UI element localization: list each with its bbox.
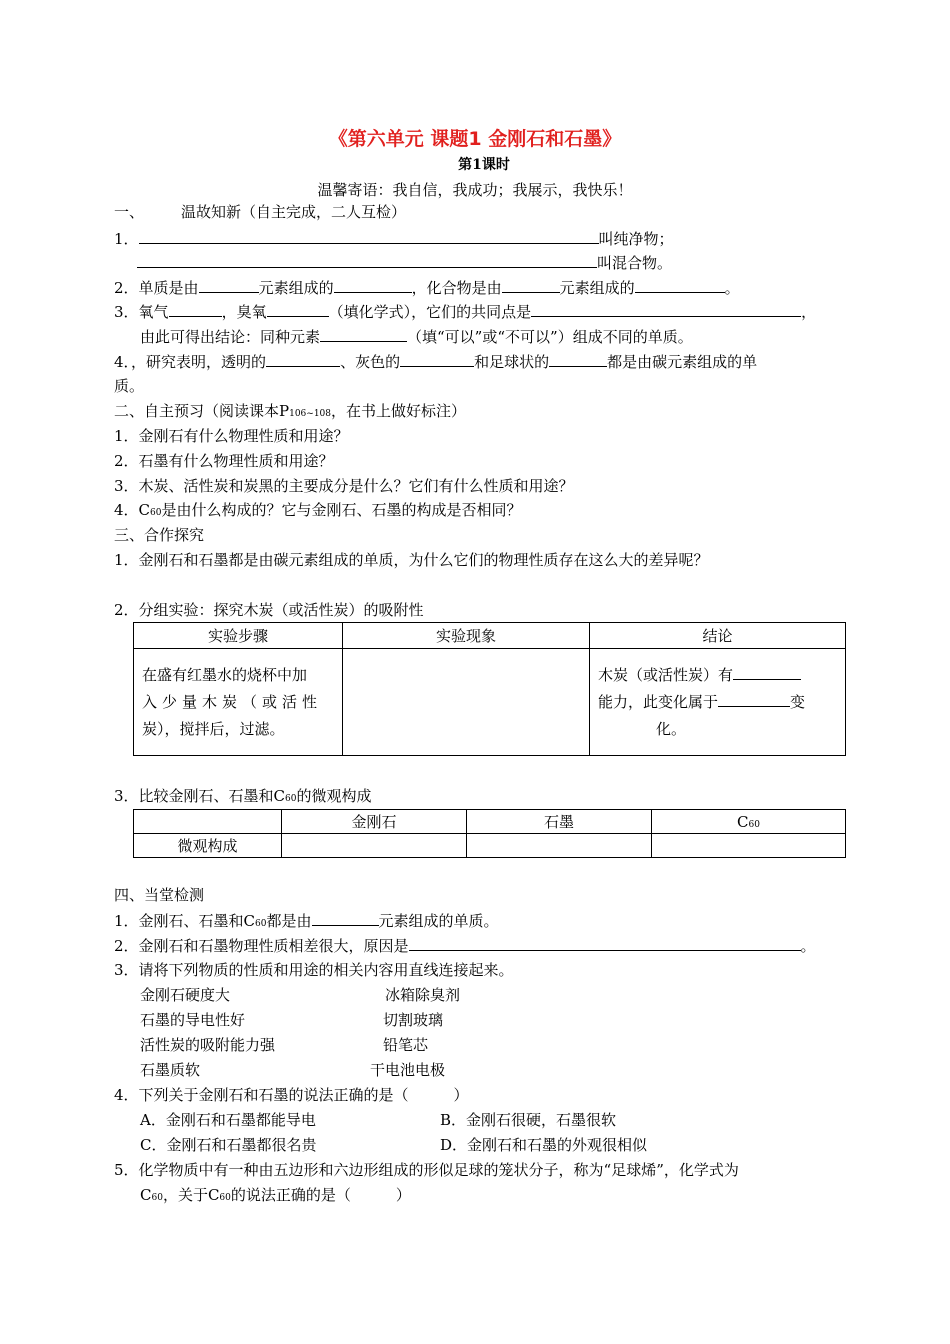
blank[interactable] [199,277,259,293]
header-phenomena: 实验现象 [343,623,590,649]
s4-question-2: 2．金刚石和石墨物理性质相差很大，原因是 。 [114,937,816,955]
header-diamond: 金刚石 [282,810,467,834]
header-steps: 实验步骤 [134,623,343,649]
s2-question-1: 1．金刚石有什么物理性质和用途？ [114,427,349,445]
option-a[interactable]: A．金刚石和石墨都能导电 [140,1111,316,1129]
blank[interactable] [266,351,340,367]
lesson-period: 第1课时 [458,157,510,173]
s1-question-4: 4．，研究表明，透明的 、灰色的 和足球状的 都是由碳元素组成的单 [114,353,758,371]
use-item[interactable]: 干电池电极 [370,1061,446,1079]
blank[interactable] [169,301,222,317]
s3-question-1: 1．金刚石和石墨都是由碳元素组成的单质，为什么它们的物理性质存在这么大的差异呢？ [114,551,709,569]
s1-question-3: 3．氧气 ，臭氧 （填化学式），它们的共同点是 ， [114,303,817,321]
property-item[interactable]: 金刚石硬度大 [140,986,231,1004]
motto: 温馨寄语：我自信，我成功；我展示，我快乐！ [317,181,633,199]
use-item[interactable]: 冰箱除臭剂 [385,986,461,1004]
blank[interactable] [312,910,379,926]
blank[interactable] [549,351,607,367]
blank[interactable] [137,252,597,268]
s4-question-3: 3．请将下列物质的性质和用途的相关内容用直线连接起来。 [114,961,514,979]
s3-question-2: 2．分组实验：探究木炭（或活性炭）的吸附性 [114,601,424,619]
property-item[interactable]: 石墨的导电性好 [140,1011,246,1029]
s2-question-3: 3．木炭、活性炭和炭黑的主要成分是什么？它们有什么性质和用途？ [114,477,574,495]
property-item[interactable]: 石墨质软 [140,1061,201,1079]
experiment-table [133,622,846,756]
section1-heading: 一、 温故知新（自主完成，二人互检） [114,203,407,221]
blank[interactable] [718,691,790,707]
blank[interactable] [635,277,725,293]
graphite-cell[interactable] [467,834,652,858]
section3-heading: 三、合作探究 [114,526,205,544]
blank[interactable] [139,228,599,244]
s1-question-3b: 由此可得出结论：同种元素 （填“可以”或“不可以”）组成不同的单质。 [140,328,693,346]
option-b[interactable]: B．金刚石很硬，石墨很软 [440,1111,617,1129]
blank[interactable] [320,326,407,342]
s1-question-1: 1． 叫纯净物； [114,230,674,248]
header-graphite: 石墨 [467,810,652,834]
row-label: 微观构成 [134,834,282,858]
blank[interactable] [502,277,560,293]
use-item[interactable]: 切割玻璃 [383,1011,444,1029]
structure-table [133,809,846,858]
blank[interactable] [733,664,801,680]
property-item[interactable]: 活性炭的吸附能力强 [140,1036,276,1054]
header-c60: C60 [652,810,846,834]
s1-question-2: 2．单质是由 元素组成的 ，化合物是由 元素组成的 。 [114,279,740,297]
diamond-cell[interactable] [282,834,467,858]
conclusion-cell: 木炭（或活性炭）有 能力，此变化属于 变 化。 [590,649,846,756]
phenomena-cell[interactable] [343,649,590,756]
steps-cell: 在盛有红墨水的烧杯中加 入少量木炭（或活性 炭），搅拌后，过滤。 [134,649,343,756]
s2-question-4: 4．C60是由什么构成的？它与金刚石、石墨的构成是否相同？ [114,501,522,519]
section4-heading: 四、当堂检测 [114,886,205,904]
blank[interactable] [400,351,474,367]
header-conclusion: 结论 [590,623,846,649]
s4-question-4: 4．下列关于金刚石和石墨的说法正确的是（ ） [114,1086,469,1104]
blank[interactable] [267,301,329,317]
s1-question-1b: 叫混合物。 [137,252,672,273]
c60-cell[interactable] [652,834,846,858]
blank[interactable] [334,277,412,293]
blank[interactable] [409,935,801,951]
section2-heading: 二、自主预习（阅读课本P106~108，在书上做好标注） [114,402,467,420]
s4-question-5: 5．化学物质中有一种由五边形和六边形组成的形似足球的笼状分子，称为“足球烯”，化学式为 [114,1161,739,1179]
option-c[interactable]: C．金刚石和石墨都很名贵 [140,1136,317,1154]
s4-question-5b: C60，关于C60的说法正确的是（ ） [140,1186,411,1204]
page-title: 《第六单元 课题1 金刚石和石墨》 [328,128,622,150]
s3-question-3: 3．比较金刚石、石墨和C60的微观构成 [114,787,372,805]
use-item[interactable]: 铅笔芯 [383,1036,429,1054]
s1-question-4b: 质。 [114,377,145,395]
blank[interactable] [531,301,801,317]
s2-question-2: 2．石墨有什么物理性质和用途？ [114,452,334,470]
s4-question-1: 1．金刚石、石墨和C60都是由 元素组成的单质。 [114,912,499,930]
option-d[interactable]: D．金刚石和石墨的外观很相似 [440,1136,648,1154]
